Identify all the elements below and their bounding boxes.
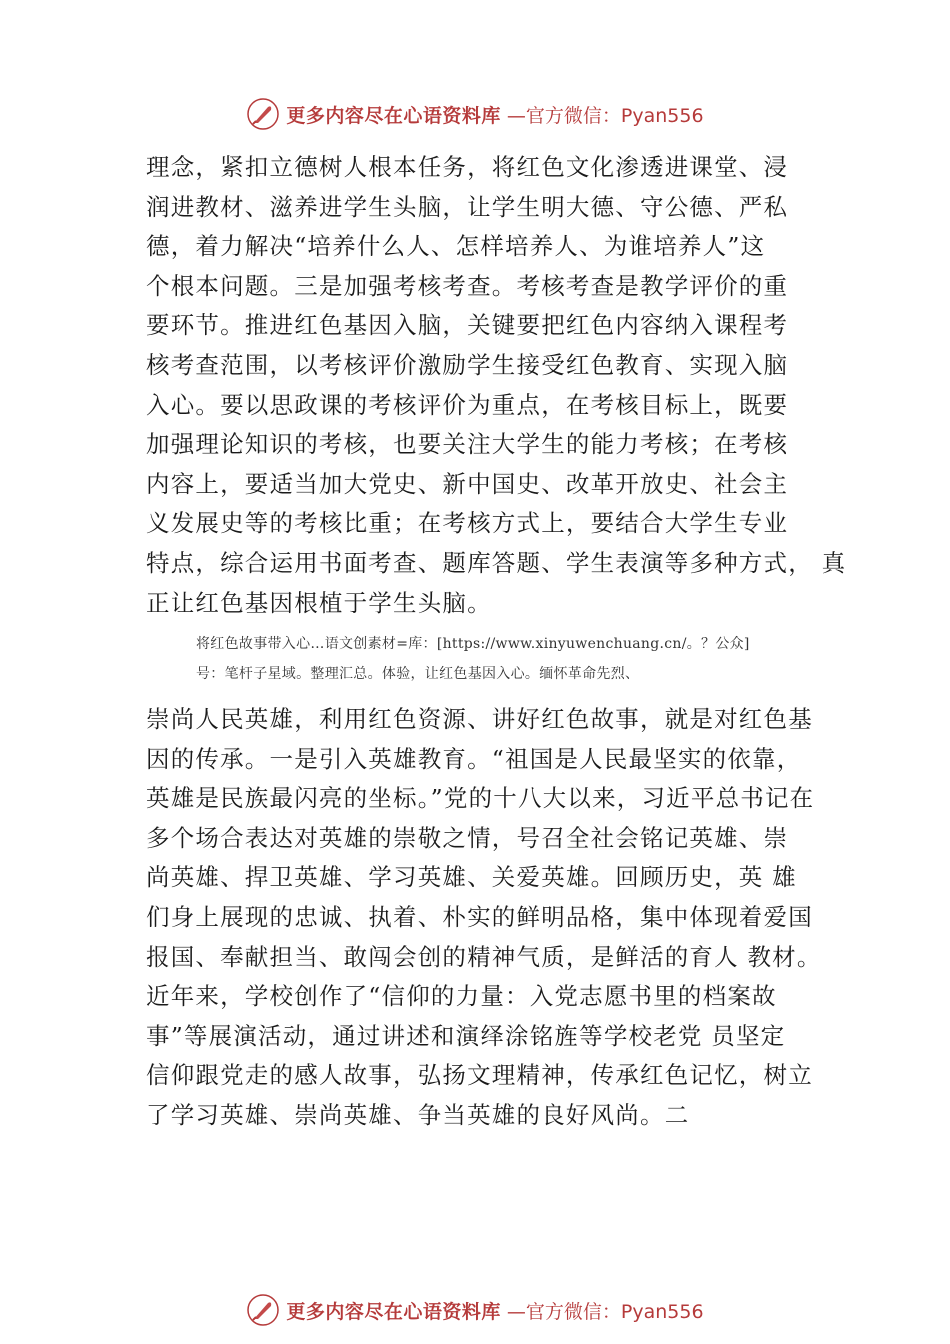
text-line: 义发展史等的考核比重；在考核方式上，要结合大学生专业: [146, 509, 789, 538]
banner-main-text: 更多内容尽在心语资料库: [286, 104, 501, 127]
banner-wechat-text: —官方微信：Pyan556: [506, 104, 704, 127]
text-line: 近年来，学校创作了“信仰的力量：入党志愿书里的档案故: [146, 982, 777, 1011]
text-line: 加强理论知识的考核，也要关注大学生的能力考核；在考核: [146, 430, 789, 459]
footer-banner: [0, 1290, 950, 1330]
source-note-line-2: 号：笔杆子星域。整理汇总。体验，让红色基因入心。缅怀革命先烈、: [196, 666, 640, 682]
body-paragraph-1: [146, 148, 847, 623]
text-line: 因的传承。一是引入英雄教育。“祖国是人民最坚实的依靠，: [146, 744, 802, 773]
text-line: 核考查范围，以考核评价激励学生接受红色教育、实现入脑: [146, 350, 789, 379]
text-line: 尚英雄、捍卫英雄、学习英雄、关爱英雄。回顾历史，英 雄: [146, 863, 797, 892]
text-line: 崇尚人民英雄，利用红色资源、讲好红色故事，就是对红色基: [146, 705, 813, 733]
text-line: 多个场合表达对英雄的崇敬之情，号召全社会铭记英雄、崇: [146, 823, 789, 852]
text-line: 英雄是民族最闪亮的坐标。”党的十八大以来，习近平总书记在: [146, 784, 815, 813]
source-note-line-1: 将红色故事带入心…语文创素材=库：[https://www.xinyuwenchuang.cn/。？公众]: [196, 636, 750, 652]
text-line: 们身上展现的忠诚、执着、朴实的鲜明品格，集中体现着爱国: [146, 902, 813, 931]
text-line: 正让红色基因根植于学生头脑。: [146, 588, 492, 617]
text-line: 了学习英雄、崇尚英雄、争当英雄的良好风尚。二: [146, 1100, 690, 1129]
text-line: 要环节。推进红色基因入脑，关键要把红色内容纳入课程考: [146, 311, 789, 340]
text-line: 理念，紧扣立德树人根本任务，将红色文化渗透进课堂、浸: [146, 153, 789, 181]
banner-main-text: 更多内容尽在心语资料库: [286, 1300, 501, 1323]
text-line: 入心。要以思政课的考核评价为重点，在考核目标上，既要: [146, 390, 789, 419]
header-banner: [0, 94, 950, 134]
body-paragraph-2: [146, 700, 836, 1136]
text-line: 特点，综合运用书面考查、题库答题、学生表演等多种方式， 真: [146, 548, 847, 577]
text-line: 个根本问题。三是加强考核考查。考核考查是教学评价的重: [146, 271, 789, 300]
text-line: 德，着力解决“培养什么人、怎样培养人、为谁培养人”这: [146, 232, 766, 261]
text-line: 内容上，要适当加大党史、新中国史、改革开放史、社会主: [146, 469, 789, 498]
text-line: 润进教材、滋养进学生头脑，让学生明大德、守公德、严私: [146, 192, 789, 221]
quill-pen-logo-icon: [246, 1293, 280, 1327]
text-line: 信仰跟党走的感人故事，弘扬文理精神，传承红色记忆，树立: [146, 1061, 813, 1090]
text-line: 事”等展演活动，通过讲述和演绎涂铭旌等学校老党 员坚定: [146, 1021, 786, 1050]
banner-wechat-text: —官方微信：Pyan556: [506, 1300, 704, 1323]
text-line: 报国、奉献担当、敢闯会创的精神气质，是鲜活的育人 教材。: [146, 942, 822, 971]
quill-pen-logo-icon: [246, 97, 280, 131]
